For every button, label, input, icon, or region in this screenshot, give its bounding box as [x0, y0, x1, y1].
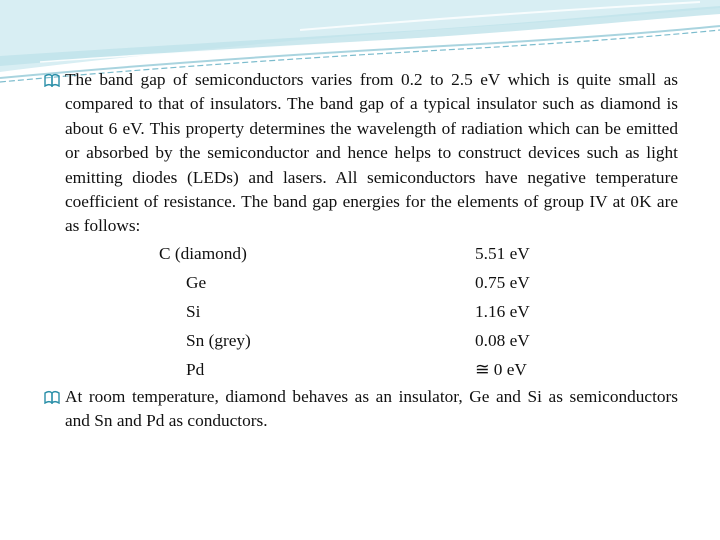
paragraph-band-gap-text: The band gap of semiconductors varies from 0.2 to 2.5 eV which is quite small as compared to that of insulators. The band gap of a typical insulator such as diamond is about 6 eV. This property determines the wavelength of radiation which can be emitted or absorbed by the semiconductor and hence helps to construct devices such as light emitting diodes (LEDs) and lasers. All semiconductors have negative temperature coefficient of resistance. The band gap energies for the elements of group IV at 0K are as follows:	[65, 70, 678, 236]
band-gap-value: 1.16 eV	[475, 301, 530, 321]
paragraph-room-temperature-text: At room temperature, diamond behaves as an insulator, Ge and Si as semiconductors and Sn and Pd as conductors.	[65, 386, 678, 431]
band-gap-value: ≅ 0 eV	[475, 359, 527, 379]
element-name: Pd	[186, 359, 205, 379]
band-gap-value: 0.08 eV	[475, 330, 530, 350]
band-gap-value: 0.75 eV	[475, 272, 530, 292]
element-name: Ge	[186, 272, 207, 292]
band-gap-row	[65, 268, 678, 297]
book-bullet-icon	[44, 390, 60, 404]
book-bullet-icon	[44, 73, 60, 87]
paragraph-band-gap	[44, 68, 678, 239]
paragraph-room-temperature	[44, 385, 678, 434]
band-gap-row	[65, 355, 678, 384]
band-gap-table	[44, 239, 678, 384]
slide-content	[44, 68, 678, 434]
band-gap-row	[65, 297, 678, 326]
element-name: Sn (grey)	[186, 330, 251, 350]
band-gap-row	[65, 239, 678, 268]
band-gap-row	[65, 326, 678, 355]
element-name: C (diamond)	[159, 243, 247, 263]
band-gap-value: 5.51 eV	[475, 243, 530, 263]
element-name: Si	[186, 301, 201, 321]
